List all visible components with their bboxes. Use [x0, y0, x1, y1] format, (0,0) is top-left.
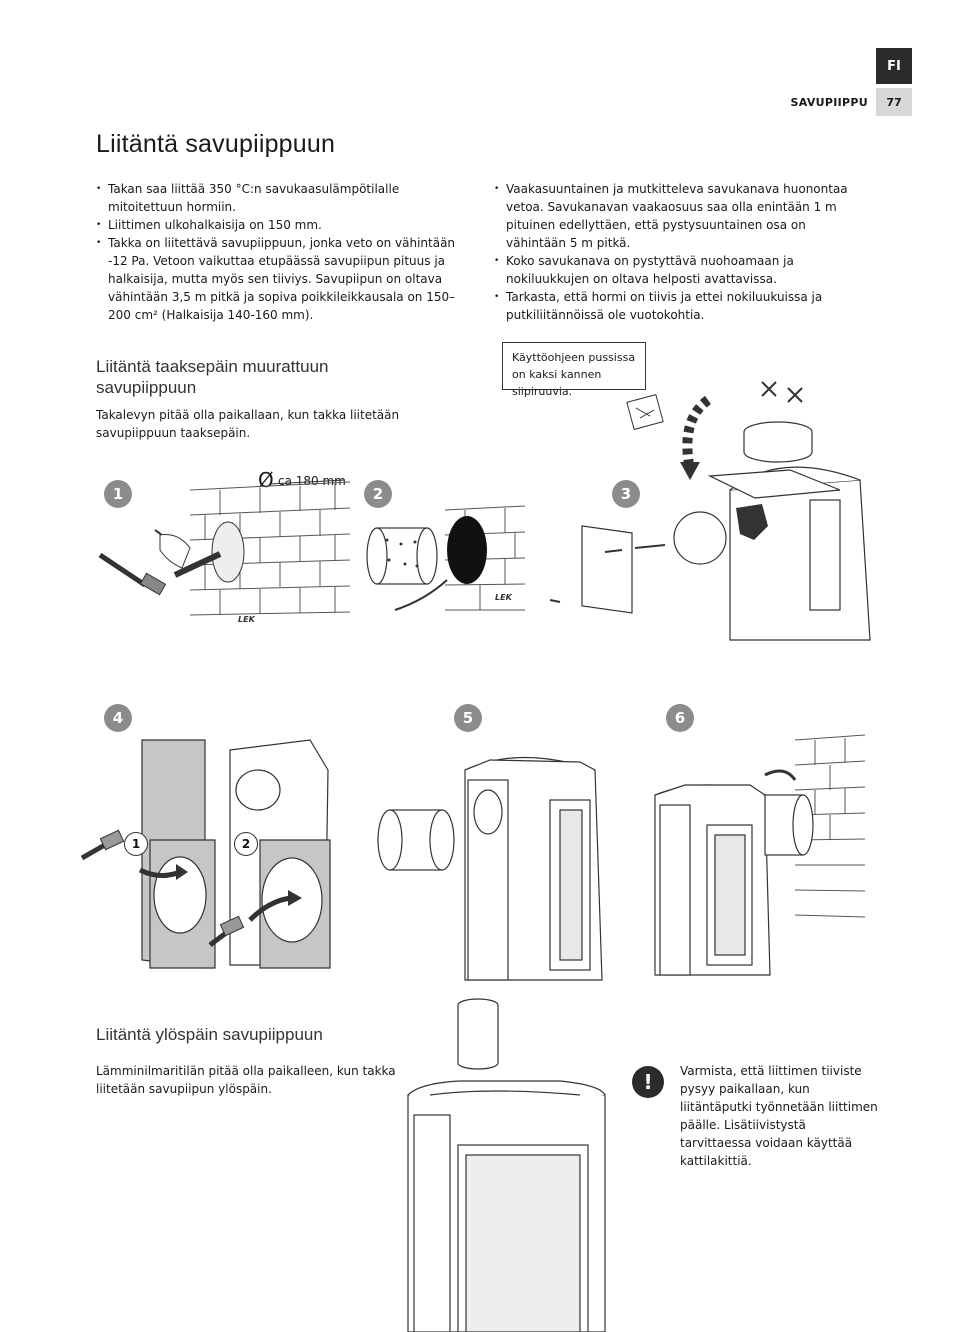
- up-heading: Liitäntä ylöspäin savupiippuun: [96, 1025, 323, 1044]
- chisel-icon: [155, 530, 220, 575]
- list-item: • Takan saa liittää 350 °C:n savukaasulämpötilalle mitoitettuun hormiin.: [96, 180, 468, 216]
- dimension-label: ca 180 mm: [278, 474, 346, 488]
- brand-mark: LEK: [238, 615, 255, 624]
- list-item: • Vaakasuuntainen ja mutkitteleva savukanava huonontaa vetoa. Savukanavan vaakaosuus saa olla enintään 1 m pituinen edellyttäen, että pystysuuntainen osa on vähintään 5 m pitkä.: [494, 180, 860, 252]
- intro-right-list: [494, 180, 860, 324]
- rear-text: Takalevyn pitää olla paikallaan, kun takka liitetään savupiippuun taaksepäin.: [96, 408, 400, 440]
- step-6-illustration: [645, 735, 865, 985]
- step-1-illustration: [90, 470, 360, 640]
- page-title: Liitäntä savupiippuun: [96, 130, 336, 158]
- step-4-illustration: [80, 730, 360, 975]
- list-item: • Tarkasta, että hormi on tiivis ja ettei nokiluukuissa ja putkiliitännöissä ole vuotokohtia.: [494, 288, 860, 324]
- curved-arrow-icon: [687, 400, 708, 470]
- step-2-illustration: [355, 500, 525, 630]
- step-badge: 4: [104, 704, 132, 732]
- sub-step-badge: 1: [124, 832, 148, 856]
- up-illustration: [400, 995, 610, 1332]
- list-item: • Takka on liitettävä savupiippuun, jonka veto on vähintään -12 Pa. Vetoon vaikuttaa etupäässä savupiipun pituus ja halkaisija, mutta myös sen tiiviys. Savupiipun on oltava vähintään 3,5 m pitkä ja sopiva poikkileikkausala on 150–200 cm² (Halkaisija 140-160 mm).: [96, 234, 468, 324]
- list-item: • Liittimen ulkohalkaisija on 150 mm.: [96, 216, 468, 234]
- cross-icons: [762, 382, 802, 402]
- page-number: 77: [876, 88, 912, 116]
- step-badge: 6: [666, 704, 694, 732]
- up-text: Lämminilmaritilän pitää olla paikalleen, kun takka liitetään savupiipun ylöspäin.: [96, 1064, 396, 1096]
- language-tab: FI: [876, 48, 912, 84]
- hammer-icon: [100, 555, 166, 595]
- step-3-illustration: [540, 380, 870, 640]
- step-badge: 2: [364, 480, 392, 508]
- warning-icon: !: [632, 1066, 664, 1098]
- step-badge: 1: [104, 480, 132, 508]
- bag-icon: [627, 395, 663, 430]
- diameter-symbol: Ø: [258, 468, 274, 492]
- brand-mark: LEK: [495, 593, 512, 602]
- intro-left-list: [96, 180, 468, 324]
- hammer-icon: [82, 830, 124, 858]
- step-5-illustration: [370, 740, 620, 990]
- step-badge: 5: [454, 704, 482, 732]
- note-box: Käyttöohjeen pussissa on kaksi kannen siipiruuvia.: [502, 342, 646, 390]
- step-badge: 3: [612, 480, 640, 508]
- sub-step-badge: 2: [234, 832, 258, 856]
- section-label: SAVUPIIPPU: [790, 95, 868, 109]
- warning-text: Varmista, että liittimen tiiviste pysyy paikallaan, kun liitäntäputki työnnetään liittimen päälle. Lisätiivistystä tarvittaessa voidaan käyttää kattilakittiä.: [680, 1064, 878, 1168]
- rear-heading: Liitäntä taaksepäin muurattuun savupiippuun: [96, 357, 329, 397]
- list-item: • Koko savukanava on pystyttävä nuohoamaan ja nokiluukkujen on oltava helposti avattavissa.: [494, 252, 860, 288]
